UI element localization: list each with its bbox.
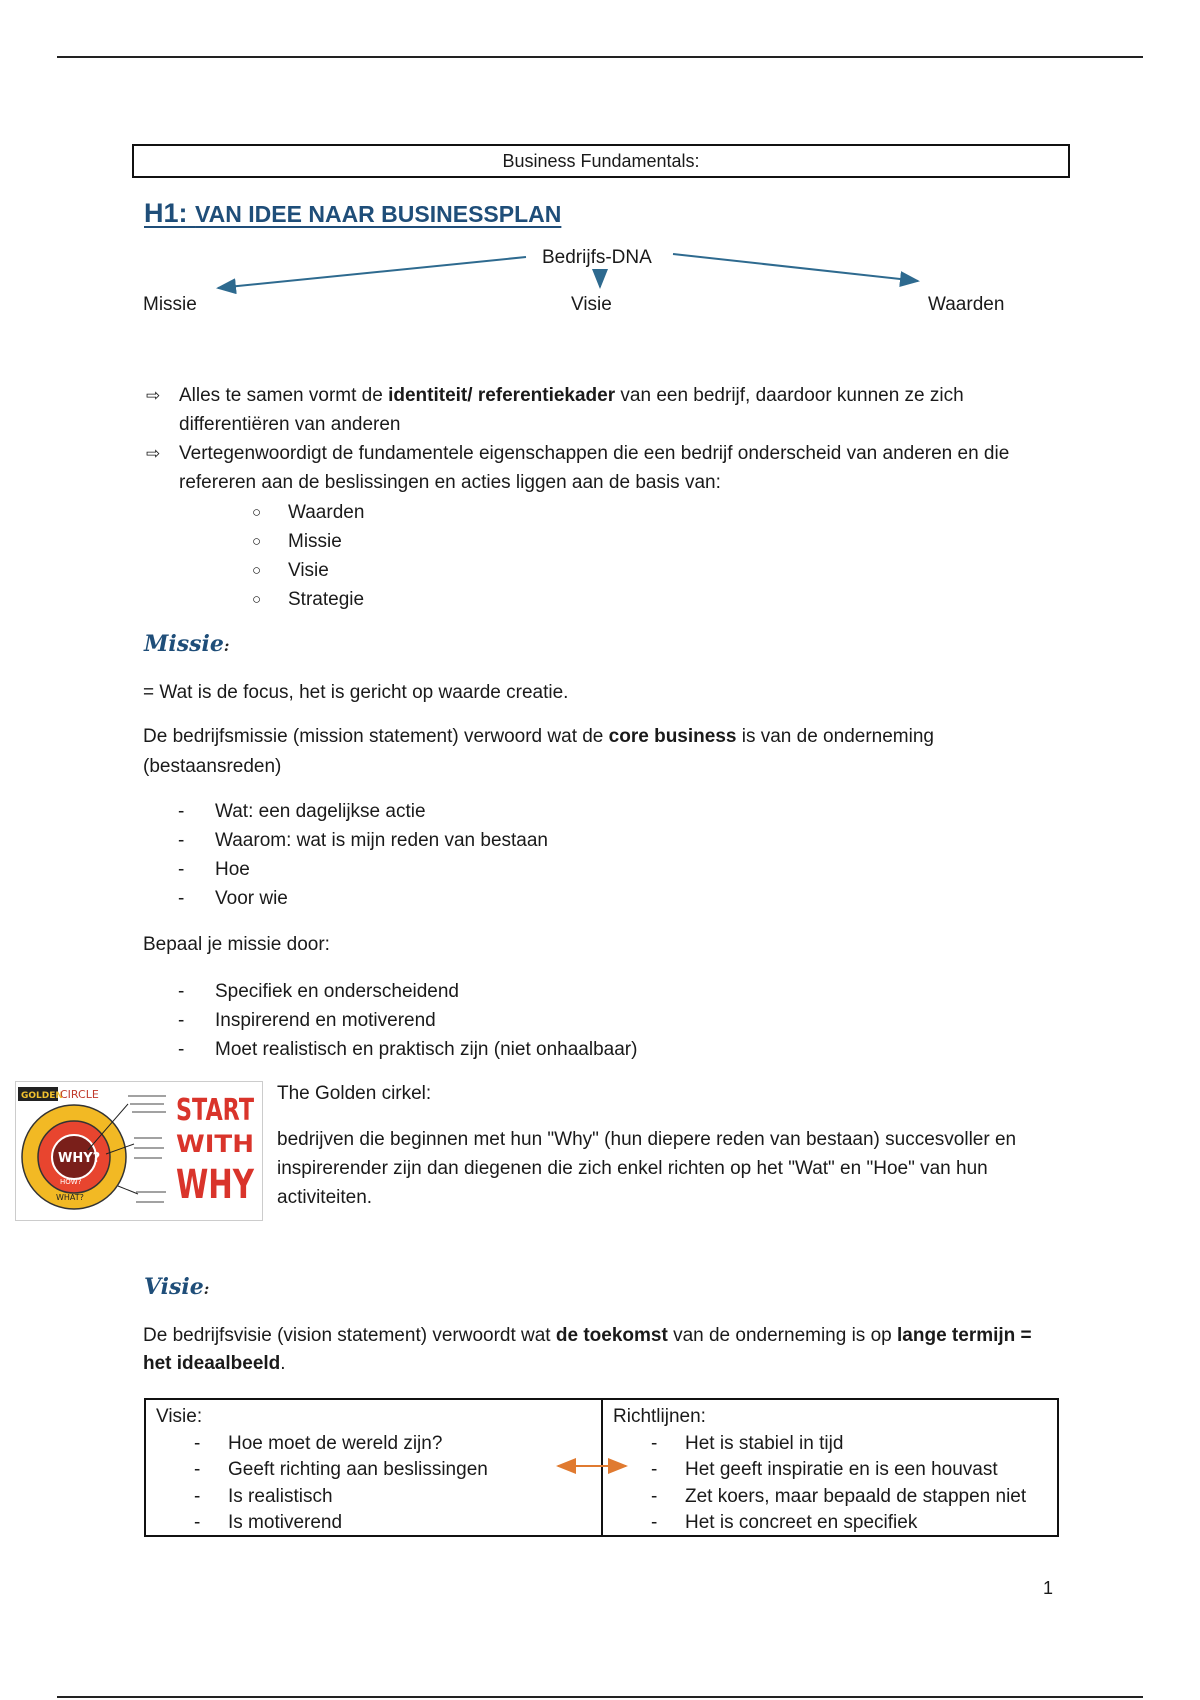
dna-middle-label: Visie <box>571 294 612 315</box>
list-item: ○ Visie <box>252 556 364 585</box>
visie-statement: De bedrijfsvisie (vision statement) verwoordt wat de toekomst van de onderneming is op lange termijn = het ideaalbeeld. <box>143 1325 1032 1374</box>
arrow-bullet-icon: ⇨ <box>146 444 161 463</box>
table-row: - Het is concreet en specifiek <box>651 1512 918 1533</box>
page-number: 1 <box>1043 1578 1054 1598</box>
dna-center-label: Bedrijfs-DNA <box>542 247 652 268</box>
list-item: - Specifiek en onderscheidend <box>178 981 460 1002</box>
list-item: - Moet realistisch en praktisch zijn (niet onhaalbaar) <box>178 1039 638 1060</box>
visie-heading: Visie: <box>144 1274 210 1300</box>
visie-table-left <box>146 1400 603 1535</box>
table-row: - Hoe moet de wereld zijn? <box>194 1432 443 1454</box>
bepaal-label: Bepaal je missie door: <box>143 934 330 955</box>
table-row: - Het is stabiel in tijd <box>651 1432 844 1454</box>
table-row: - Is motiverend <box>194 1512 343 1533</box>
circle-bullet-icon: ○ <box>252 591 262 608</box>
dna-arrows <box>0 0 1200 330</box>
how-label: HOW? <box>60 1178 82 1186</box>
golden-title: The Golden cirkel: <box>277 1083 432 1104</box>
missie-list <box>178 797 548 913</box>
double-arrow-icon <box>552 1456 632 1476</box>
list-item: - Waarom: wat is mijn reden van bestaan <box>178 830 549 851</box>
circle-bullet-icon: ○ <box>252 504 262 521</box>
table-row: - Is realistisch <box>194 1485 333 1507</box>
circle-bullet-icon: ○ <box>252 533 262 550</box>
missie-heading: Missie: <box>144 631 230 657</box>
list-item: ○ Missie <box>252 527 364 556</box>
book-with: WITH <box>176 1130 254 1158</box>
table-row: - Het geeft inspiratie en is een houvast <box>651 1459 998 1480</box>
list-item: - Hoe <box>178 859 250 880</box>
book-start: START <box>176 1093 255 1128</box>
visie-table-left-header: Visie: <box>156 1406 203 1427</box>
what-label: WHAT? <box>56 1193 84 1202</box>
golden-label: GOLDEN <box>21 1091 63 1101</box>
circle-bullet-icon: ○ <box>252 562 262 579</box>
visie-table-right-header: Richtlijnen: <box>613 1406 706 1427</box>
missie-definition: = Wat is de focus, het is gericht op waarde creatie. <box>143 682 569 703</box>
golden-circle-image <box>15 1081 263 1221</box>
list-item: - Inspirerend en motiverend <box>178 1010 436 1031</box>
circle-label: CIRCLE <box>60 1088 99 1101</box>
why-label: WHY? <box>58 1151 101 1166</box>
dna-left-label: Missie <box>143 294 197 315</box>
visie-table-right <box>603 1400 1057 1535</box>
list-item: ○ Strategie <box>252 585 364 614</box>
book-why: WHY <box>176 1162 255 1208</box>
list-item: - Voor wie <box>178 888 288 909</box>
arrow-to-missie <box>218 257 526 288</box>
intro-item: ⇨ Vertegenwoordigt de fundamentele eigenschappen die een bedrijf onderscheid van anderen en die refereren aan de beslissingen en acties liggen aan de basis van: <box>146 439 1046 497</box>
golden-text: bedrijven die beginnen met hun "Why" (hun diepere reden van bestaan) succesvoller en inspirerender zijn dan diegenen die zich enkel richten op het "Wat" en "Hoe" van hun activiteiten. <box>277 1129 1017 1208</box>
chapter-title: VAN IDEE NAAR BUSINESSPLAN <box>195 201 562 227</box>
bepaal-list <box>178 977 637 1064</box>
intro-sub-list <box>252 498 364 614</box>
intro-list <box>146 381 1046 497</box>
table-row: - Zet koers, maar bepaald de stappen niet <box>651 1485 1027 1507</box>
arrow-to-waarden <box>673 254 918 281</box>
missie-statement: De bedrijfsmissie (mission statement) verwoord wat de core business is van de onderneming (bestaansreden) <box>143 726 934 777</box>
document-title: Business Fundamentals: <box>132 144 1070 178</box>
arrow-bullet-icon: ⇨ <box>146 386 161 405</box>
chapter-prefix: H1: <box>144 198 188 228</box>
table-row: - Geeft richting aan beslissingen <box>194 1459 488 1480</box>
list-item: ○ Waarden <box>252 498 364 527</box>
bottom-rule <box>57 1696 1143 1698</box>
dna-right-label: Waarden <box>928 294 1005 315</box>
intro-item: ⇨ Alles te samen vormt de identiteit/ referentiekader van een bedrijf, daardoor kunnen ze zich differentiëren van anderen <box>146 381 1046 439</box>
list-item: - Wat: een dagelijkse actie <box>178 801 426 822</box>
